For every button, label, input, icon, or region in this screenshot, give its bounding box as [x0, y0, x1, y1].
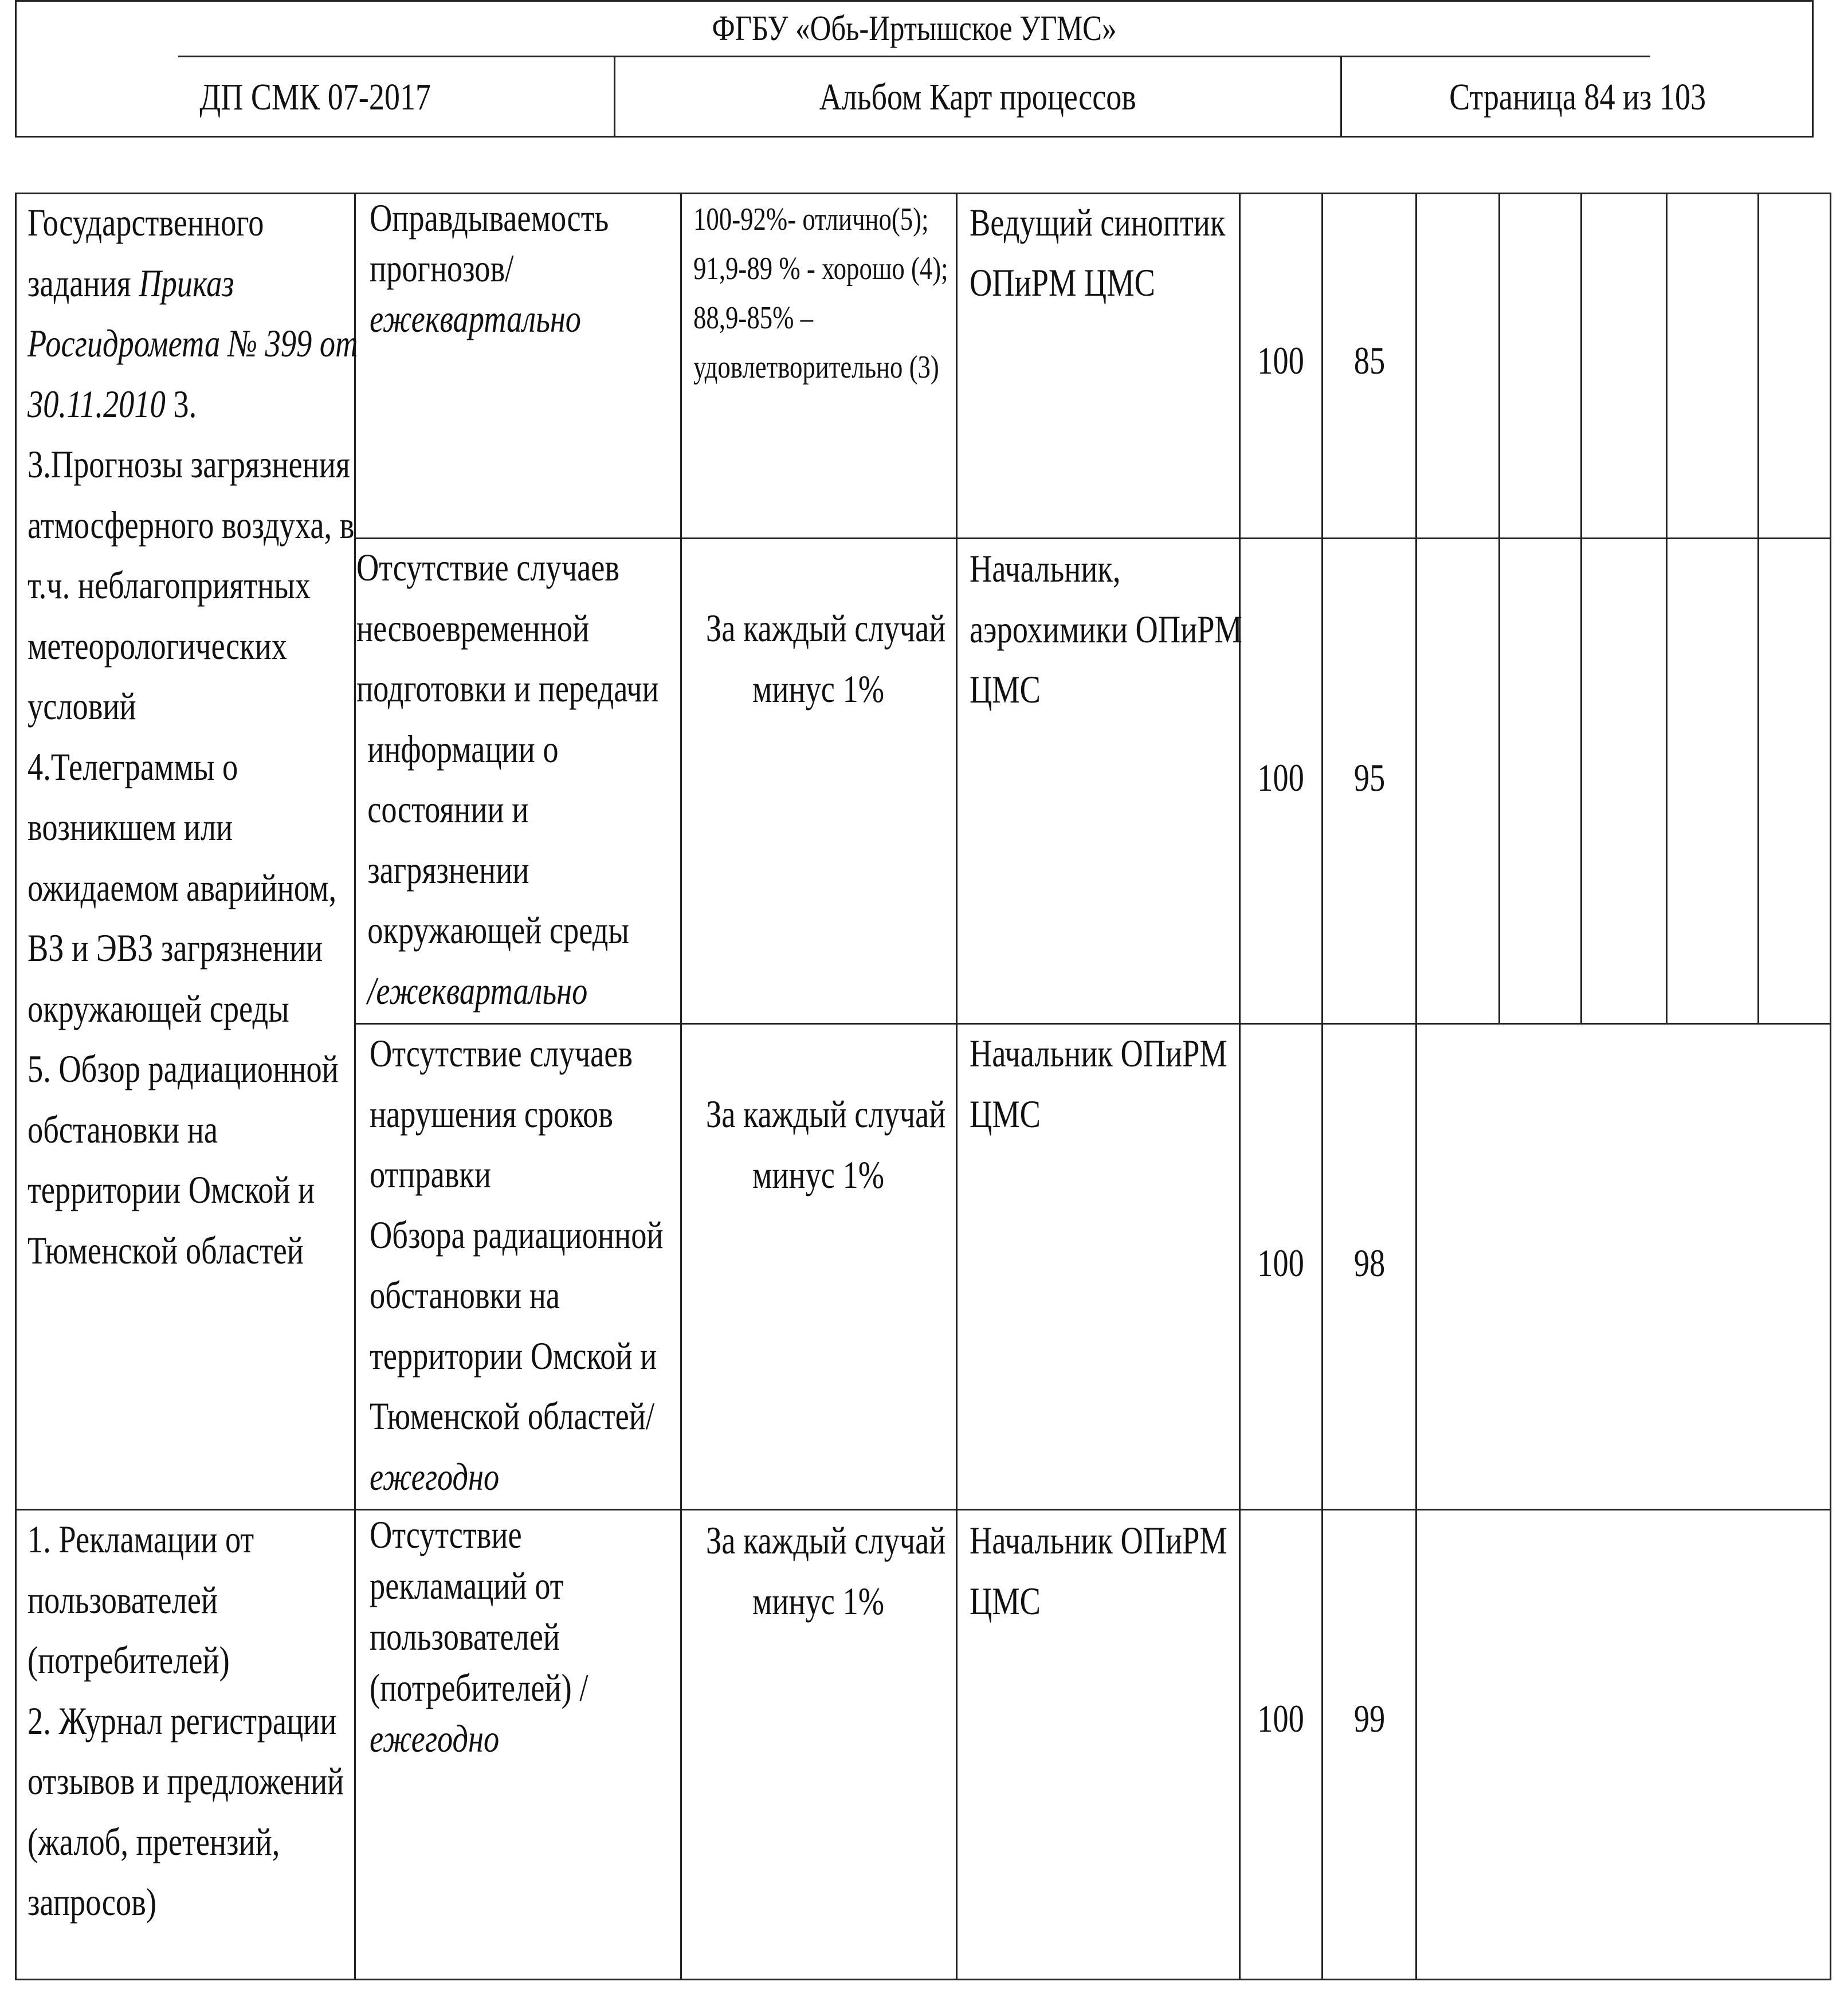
text-line: ЦМС: [970, 668, 1041, 711]
row2-criteria-cell: [706, 598, 946, 719]
text-line: ОПиРМ ЦМС: [970, 261, 1155, 304]
row3-target-value: 100: [1257, 1241, 1304, 1285]
text-line: Государственного: [28, 201, 264, 244]
text-line: 3.Прогнозы загрязнения: [28, 442, 350, 486]
col-divider-10: [1757, 193, 1759, 1025]
row3-indicator-cell: [370, 1023, 664, 1507]
album-title: Альбом Карт процессов: [819, 76, 1137, 118]
row3-criteria-cell: [706, 1084, 946, 1205]
row2-indicator-cell: [356, 537, 659, 1021]
text-line: 4.Телеграммы о: [28, 744, 238, 788]
text-line: несвоевременной: [356, 606, 590, 650]
text-line: обстановки на: [28, 1107, 218, 1151]
text-line: Оправдываемость: [370, 196, 609, 240]
text-line: За каждый случай: [706, 606, 946, 650]
text-line: [28, 374, 358, 435]
row2-threshold-value: 95: [1353, 756, 1386, 799]
text-line: рекламаций от: [370, 1564, 564, 1607]
indicator-period: ежегодно: [370, 1717, 500, 1760]
row1-threshold-value: 85: [1353, 339, 1386, 382]
text-line: Начальник,: [970, 547, 1121, 590]
col-divider-4: [1239, 193, 1241, 1980]
row2-target-value: 100: [1257, 756, 1304, 799]
text-line: Обзора радиационной: [370, 1213, 664, 1257]
text-line: территории Омской и: [28, 1168, 315, 1211]
text-line: Отсутствие случаев: [370, 1031, 633, 1075]
text-fragment: Приказ: [139, 261, 234, 305]
text-line: 2. Журнал регистрации: [28, 1698, 337, 1743]
text-line: Тюменской областей: [28, 1228, 304, 1272]
text-line: окружающей среды: [28, 986, 289, 1030]
row4-source-cell: [28, 1509, 344, 1933]
text-line: Начальник ОПиРМ: [970, 1031, 1227, 1075]
text-line: аэрохимики ОПиРМ: [970, 607, 1242, 651]
text-fragment: задания: [28, 261, 139, 305]
text-line: Тюменской областей/: [370, 1394, 654, 1438]
indicator-period: ежегодно: [370, 1454, 500, 1498]
organization-name: ФГБУ «Обь-Иртышское УГМС»: [178, 2, 1650, 57]
text-line: метеорологических: [28, 623, 287, 668]
text-line: 88,9-85% –: [693, 300, 814, 336]
text-line: обстановки на: [370, 1273, 560, 1317]
text-line: информации о: [367, 727, 559, 771]
text-fragment: 3.: [165, 382, 197, 426]
col-divider-7: [1498, 193, 1500, 1025]
text-fragment: 30.11.2010: [28, 382, 166, 426]
text-line: загрязнении: [367, 847, 529, 892]
text-line: территории Омской и: [370, 1333, 657, 1378]
text-line: (жалоб, претензий,: [28, 1819, 280, 1863]
row2-responsible-cell: [970, 539, 1242, 720]
text-line: подготовки и передачи: [356, 666, 659, 710]
col-divider-8: [1580, 193, 1582, 1025]
document-code: ДП СМК 07-2017: [199, 76, 431, 118]
text-line: ВЗ и ЭВЗ загрязнении: [28, 926, 323, 970]
text-line: Отсутствие случаев: [356, 546, 620, 589]
text-line: возникшем или: [28, 805, 233, 849]
text-line: ЦМС: [970, 1092, 1041, 1136]
row3-threshold-value: 98: [1353, 1241, 1386, 1285]
text-line: минус 1%: [752, 666, 885, 711]
col-divider-6: [1415, 193, 1417, 1980]
text-line: За каждый случай: [706, 1518, 946, 1562]
text-line: нарушения сроков: [370, 1092, 613, 1136]
row1-responsible-cell: [970, 193, 1225, 313]
text-line: минус 1%: [752, 1152, 885, 1196]
col-divider-3: [956, 193, 958, 1980]
text-line: 91,9-89 % - хорошо (4);: [693, 251, 948, 287]
text-line: Начальник ОПиРМ: [970, 1518, 1227, 1562]
text-line: 5. Обзор радиационной: [28, 1047, 339, 1090]
row4-target-value: 100: [1257, 1697, 1304, 1740]
table-border-left: [15, 193, 17, 1980]
text-line: За каждый случай: [706, 1092, 946, 1136]
row1-target-value: 100: [1257, 339, 1304, 382]
text-line: (потребителей): [28, 1638, 230, 1682]
col-divider-9: [1666, 193, 1667, 1025]
text-line: состоянии и: [367, 787, 529, 831]
row4-responsible-cell: [970, 1510, 1227, 1631]
text-line: 1. Рекламации от: [28, 1517, 254, 1561]
table-border-right: [1830, 193, 1831, 1980]
text-line: (потребителей) /: [370, 1666, 588, 1709]
text-line: Росгидромета № 399 от: [28, 321, 358, 365]
text-line: ожидаемом аварийном,: [28, 865, 337, 909]
text-line: прогнозов/: [370, 246, 514, 290]
page-label: Страница 84 из 103: [1449, 76, 1706, 118]
row3-responsible-cell: [970, 1023, 1227, 1144]
text-line: т.ч. неблагоприятных: [28, 563, 311, 607]
text-line: 100-92%- отлично(5);: [693, 202, 929, 237]
text-line: условий: [28, 684, 136, 728]
text-line: удовлетворительно (3): [693, 350, 939, 385]
text-line: атмосферного воздуха, в: [28, 503, 355, 547]
indicator-period: /ежеквартально: [367, 968, 588, 1013]
text-line: пользователей: [28, 1578, 218, 1622]
text-line: отправки: [370, 1152, 491, 1196]
col-divider-2: [680, 193, 682, 1980]
row1-criteria-cell: [693, 195, 948, 392]
row4-criteria-cell: [706, 1510, 946, 1631]
text-line: запросов): [28, 1880, 156, 1924]
text-line: [28, 253, 358, 314]
indicator-period: ежеквартально: [370, 297, 582, 340]
text-line: ЦМС: [970, 1579, 1041, 1623]
text-line: окружающей среды: [367, 908, 629, 952]
table-border-bottom: [15, 1979, 1831, 1980]
text-line: Ведущий синоптик: [970, 201, 1226, 244]
text-line: пользователей: [370, 1615, 560, 1658]
text-line: Отсутствие: [370, 1513, 522, 1556]
row4-threshold-value: 99: [1353, 1697, 1386, 1740]
text-line: минус 1%: [752, 1579, 885, 1623]
row4-indicator-cell: [370, 1509, 588, 1764]
source-documents-cell: [28, 193, 358, 1281]
text-line: отзывов и предложений: [28, 1759, 344, 1803]
col-divider-5: [1321, 193, 1323, 1980]
row1-indicator-cell: [370, 193, 609, 344]
